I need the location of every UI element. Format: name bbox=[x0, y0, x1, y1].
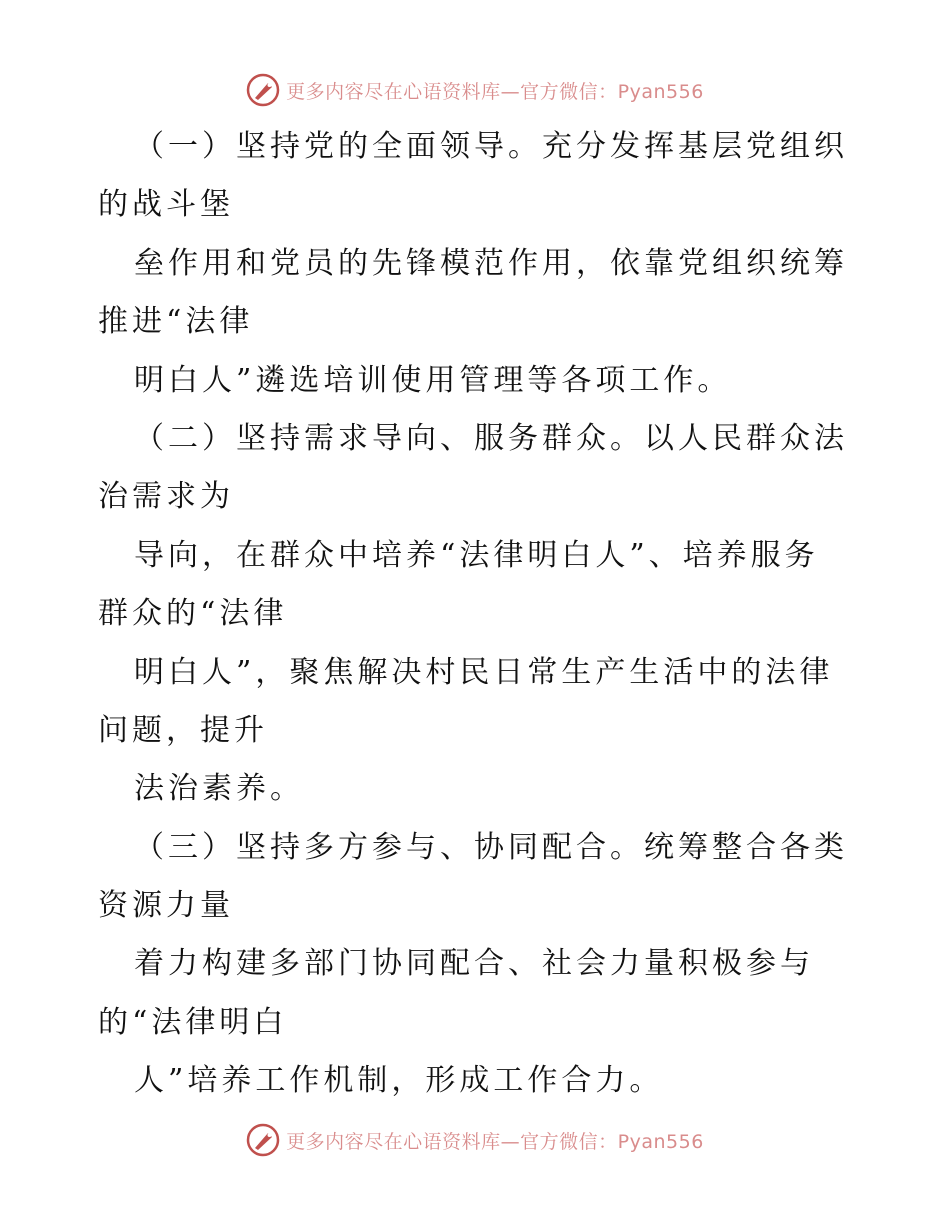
text-line: 着力构建多部门协同配合、社会力量积极参与 bbox=[134, 946, 814, 982]
pen-nib-logo-icon bbox=[246, 1123, 280, 1157]
header-watermark bbox=[0, 70, 950, 110]
text-line: 人”培养工作机制，形成工作合力。 bbox=[134, 1063, 664, 1099]
text-line: （三）坚持多方参与、协同配合。统筹整合各类 bbox=[134, 829, 848, 865]
text-line: 垒作用和党员的先锋模范作用，依靠党组织统筹 bbox=[134, 245, 848, 281]
footer-watermark bbox=[0, 1120, 950, 1160]
watermark-text: 更多内容尽在心语资料库—官方微信：Pyan556 bbox=[286, 80, 704, 103]
text-line: 推进“法律 bbox=[98, 304, 254, 340]
text-line: 明白人”，聚焦解决村民日常生产生活中的法律 bbox=[134, 654, 834, 690]
text-line: 问题，提升 bbox=[98, 712, 268, 748]
text-line: （二）坚持需求导向、服务群众。以人民群众法 bbox=[134, 420, 848, 456]
text-line: 群众的“法律 bbox=[98, 596, 288, 632]
text-line: 的“法律明白 bbox=[98, 1004, 288, 1040]
text-line: 资源力量 bbox=[98, 888, 234, 924]
pen-nib-logo-icon bbox=[246, 73, 280, 107]
text-line: （一）坚持党的全面领导。充分发挥基层党组织 bbox=[134, 129, 848, 164]
text-line: 法治素养。 bbox=[134, 771, 304, 807]
text-line: 导向，在群众中培养“法律明白人”、培养服务 bbox=[134, 537, 819, 573]
text-line: 的战斗堡 bbox=[98, 187, 234, 223]
document-body bbox=[98, 118, 858, 1111]
text-line: 治需求为 bbox=[98, 479, 234, 515]
text-line: 明白人”遴选培训使用管理等各项工作。 bbox=[134, 362, 732, 398]
watermark-text: 更多内容尽在心语资料库—官方微信：Pyan556 bbox=[286, 1130, 704, 1153]
